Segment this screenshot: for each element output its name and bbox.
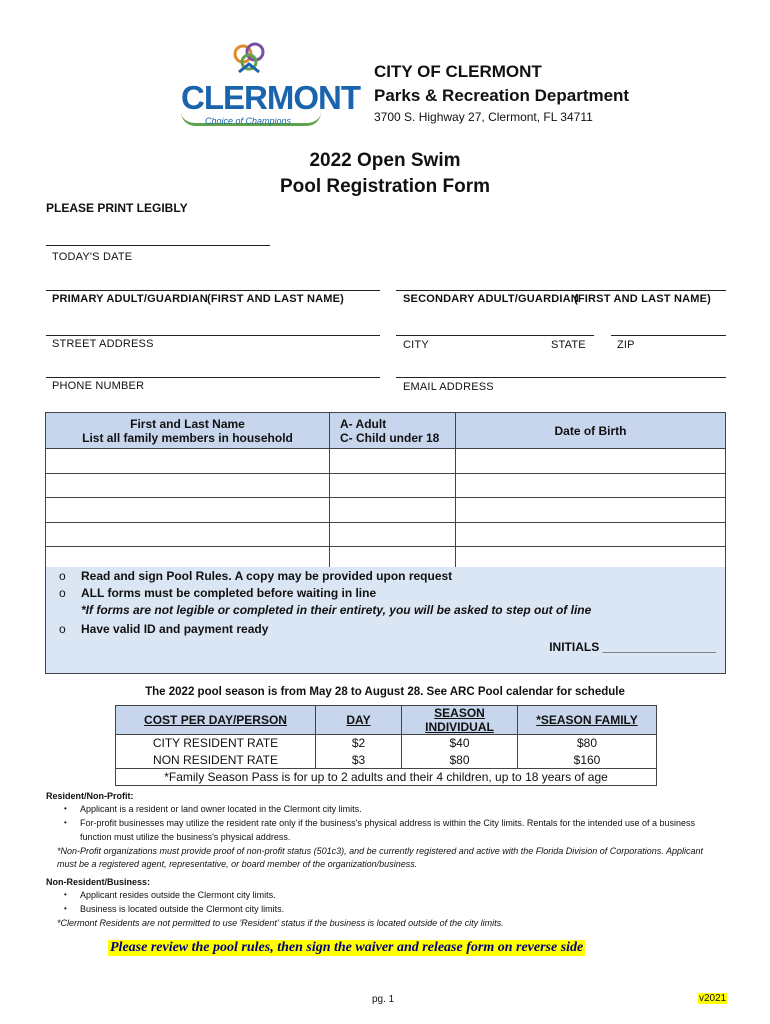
todays-date-label: TODAY'S DATE	[52, 251, 133, 263]
logo-tagline: Choice of Champions	[205, 116, 292, 126]
org-address: 3700 S. Highway 27, Clermont, FL 34711	[374, 110, 593, 124]
email-label: EMAIL ADDRESS	[403, 381, 494, 393]
email-field[interactable]	[396, 377, 726, 378]
rate-day: $2	[316, 735, 402, 752]
zip-field[interactable]	[611, 335, 726, 336]
waiver-notice: Please review the pool rules, then sign the waiver and release form on reverse side	[110, 940, 584, 955]
bullet-icon: •	[64, 890, 67, 899]
rates-header-day: DAY	[316, 706, 402, 735]
member-name-cell[interactable]	[46, 449, 330, 474]
table-row	[46, 473, 726, 498]
bullet-icon: o	[59, 622, 66, 636]
city-label: CITY	[403, 339, 429, 351]
nonresident-note: *Clermont Residents are not permitted to use 'Resident' status if the business is located outside of the city limits.	[57, 918, 504, 928]
form-title: 2022 Open Swim	[309, 150, 461, 171]
member-type-cell[interactable]	[330, 473, 456, 498]
city-state-field[interactable]	[396, 335, 594, 336]
checklist-note-text: *If forms are not legible or completed in their entirety, you will be asked to step out of line	[81, 603, 592, 617]
rates-header-cost: COST PER DAY/PERSON	[116, 706, 316, 735]
member-type-cell[interactable]	[330, 449, 456, 474]
rate-family: $160	[518, 752, 657, 769]
resident-bullet-1: Applicant is a resident or land owner located in the Clermont city limits.	[80, 804, 362, 814]
checklist-item-text: Read and sign Pool Rules. A copy may be provided upon request	[81, 569, 453, 583]
rates-header-row	[116, 706, 657, 735]
primary-guardian-hint: (FIRST AND LAST NAME)	[207, 293, 345, 305]
street-address-label: STREET ADDRESS	[52, 338, 154, 350]
type-header-child: C- Child under 18	[340, 430, 440, 445]
nonresident-heading: Non-Resident/Business:	[46, 877, 151, 887]
phone-field[interactable]	[46, 377, 380, 378]
season-note: The 2022 pool season is from May 28 to August 28. See ARC Pool calendar for schedule	[145, 686, 625, 698]
resident-bullet-2: For-profit businesses may utilize the resident rate only if the business's physical address is within the City limits. Rentals for the intended use of a business	[80, 818, 696, 828]
resident-heading: Resident/Non-Profit:	[46, 791, 134, 801]
rates-header-family: *SEASON FAMILY	[518, 706, 657, 735]
member-name-cell[interactable]	[46, 498, 330, 523]
print-legibly-note: PLEASE PRINT LEGIBLY	[46, 201, 188, 215]
nonprofit-note-1: *Non-Profit organizations must provide proof of non-profit status (501c3), and be currently registered and active with the Florida Division of Corporations. Applicant	[57, 846, 703, 856]
checklist-item-text: Have valid ID and payment ready	[81, 622, 269, 636]
primary-guardian-label: PRIMARY ADULT/GUARDIAN	[52, 293, 208, 305]
name-column-header	[46, 413, 330, 449]
table-row	[116, 752, 657, 769]
type-column-header	[330, 413, 456, 449]
checklist-item-text: ALL forms must be completed before waiting in line	[81, 586, 377, 600]
bullet-icon: •	[64, 904, 67, 913]
table-row	[46, 498, 726, 523]
street-address-field[interactable]	[46, 335, 380, 336]
page-number: pg. 1	[372, 994, 395, 1005]
name-header-line2: List all family members in household	[82, 430, 293, 445]
city-logo	[175, 42, 360, 130]
rate-day: $3	[316, 752, 402, 769]
bullet-icon: •	[64, 818, 67, 827]
form-subtitle: Pool Registration Form	[279, 176, 491, 197]
rates-table	[115, 705, 657, 786]
zip-label: ZIP	[617, 339, 635, 351]
version-badge: v2021	[699, 993, 727, 1004]
member-dob-cell[interactable]	[456, 522, 726, 547]
dob-column-header: Date of Birth	[456, 413, 726, 449]
member-name-cell[interactable]	[46, 473, 330, 498]
resident-bullet-2-cont: function must utilize the business's physical address.	[80, 832, 291, 842]
rate-label: NON RESIDENT RATE	[116, 752, 316, 769]
state-label: STATE	[551, 339, 586, 351]
family-members-table	[45, 412, 726, 572]
nonprofit-note-2: must be a registered agent, representative, or board member of the organization/business.	[57, 859, 418, 869]
rate-individual: $80	[402, 752, 518, 769]
phone-label: PHONE NUMBER	[52, 380, 145, 392]
member-dob-cell[interactable]	[456, 449, 726, 474]
bullet-icon: •	[64, 804, 67, 813]
rate-label: CITY RESIDENT RATE	[116, 735, 316, 752]
nonresident-bullet-2: Business is located outside the Clermont city limits.	[80, 904, 285, 914]
rate-individual: $40	[402, 735, 518, 752]
secondary-guardian-hint: (FIRST AND LAST NAME)	[574, 293, 712, 305]
nonresident-bullet-1: Applicant resides outside the Clermont city limits.	[80, 890, 276, 900]
member-type-cell[interactable]	[330, 498, 456, 523]
bullet-icon: o	[59, 569, 66, 583]
member-name-cell[interactable]	[46, 522, 330, 547]
bullet-icon: o	[59, 586, 66, 600]
secondary-guardian-label: SECONDARY ADULT/GUARDIAN	[403, 293, 579, 305]
table-row	[46, 522, 726, 547]
table-row	[46, 449, 726, 474]
type-header-adult: A- Adult	[340, 416, 387, 431]
table-row	[116, 735, 657, 752]
department-name: Parks & Recreation Department	[374, 86, 630, 105]
rate-family: $80	[518, 735, 657, 752]
member-type-cell[interactable]	[330, 522, 456, 547]
checklist-box	[45, 567, 726, 674]
secondary-guardian-field[interactable]	[396, 290, 726, 291]
rates-header-individual: SEASON INDIVIDUAL	[402, 706, 518, 735]
primary-guardian-field[interactable]	[46, 290, 380, 291]
org-name: CITY OF CLERMONT	[374, 62, 542, 81]
todays-date-field[interactable]	[46, 245, 270, 246]
member-dob-cell[interactable]	[456, 498, 726, 523]
logo-wordmark: CLERMONT	[181, 79, 360, 116]
logo-rings-icon	[225, 42, 285, 82]
name-header-line1: First and Last Name	[130, 416, 245, 431]
family-pass-footnote: *Family Season Pass is for up to 2 adults and their 4 children, up to 18 years of age	[116, 769, 657, 786]
member-dob-cell[interactable]	[456, 473, 726, 498]
initials-field[interactable]: INITIALS _________________	[549, 640, 716, 654]
table-header-row	[46, 413, 726, 449]
rates-footnote-row	[116, 769, 657, 786]
